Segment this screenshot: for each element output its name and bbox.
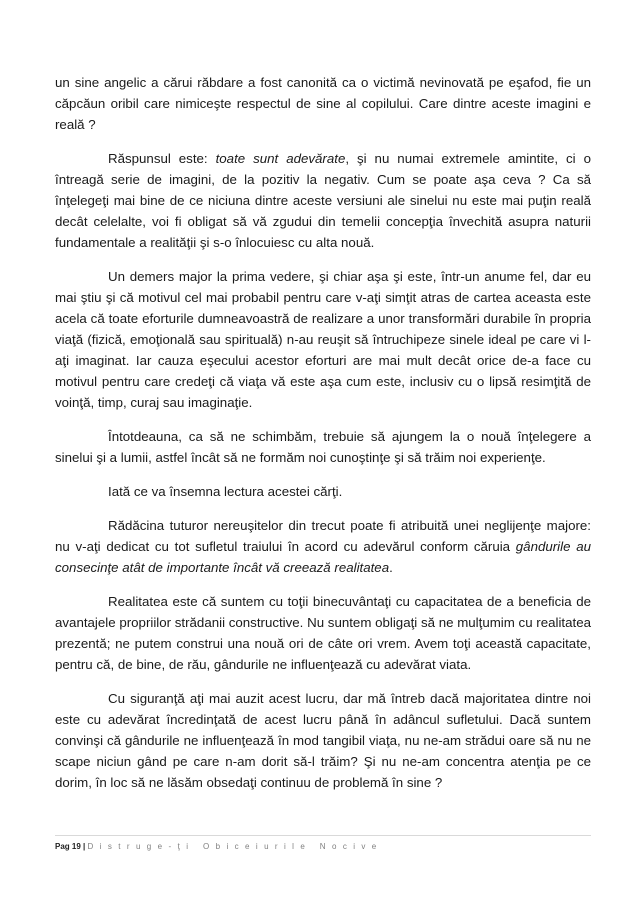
paragraph-6	[55, 515, 591, 578]
footer-separator: |	[83, 842, 86, 851]
text-span: Răspunsul este:	[108, 151, 216, 166]
page-footer	[55, 835, 591, 851]
text-span: Rădăcina tuturor nereuşitelor din trecut poate fi atribuită unei neglijenţe majore: nu v-aţi dedicat cu tot sufletul traiului în acord cu adevărul conform căruia	[55, 518, 591, 554]
book-title: Distruge-ţi Obiceiurile Nocive	[87, 842, 383, 851]
paragraph-1	[55, 72, 591, 135]
paragraph-2	[55, 148, 591, 253]
paragraph-7	[55, 591, 591, 675]
paragraph-8	[55, 688, 591, 793]
emphasis-text: toate sunt adevărate	[215, 151, 346, 166]
page-body	[55, 72, 591, 806]
text-span: Realitatea este că suntem cu toţii binecuvântaţi cu capacitatea de a beneficia de avantajele propriilor strădanii constructive. Nu suntem obligaţi să ne mulţumim cu realitatea prezentă; ne putem construi una nouă ori de câte ori vrem. Avem toţi această capacitate, pentru că, de bine, de rău, gândurile ne influenţează cu adevărat viata.	[55, 594, 591, 672]
text-span: , şi nu numai extremele amintite, ci o întreagă serie de imagini, de la pozitiv la negativ. Cum se poate aşa ceva ? Ca să înţelegeţi mai bine de ce niciuna dintre aceste versiuni ale sinelui nu este mai puţin reală decât celelalte, voi fi obligat să vă zgudui din temelii concepţia învechită asupra naturii fundamentale a realităţii şi s-o înlocuiesc cu alta nouă.	[55, 151, 591, 250]
text-span: Cu siguranţă aţi mai auzit acest lucru, dar mă întreb dacă majoritatea dintre noi este cu adevărat încredinţată de acest lucru până în adâncul sufletului. Dacă suntem convinşi că gândurile ne influenţează în mod tangibil viaţa, nu ne-am strădui oare să nu ne scape niciun gând pe care n-am dorit să-l trăim? Şi nu ne-am concentra atenţia pe ce dorim, în loc să ne lăsăm obsedaţi continuu de problemă în sine ?	[55, 691, 591, 790]
text-span: un sine angelic a cărui răbdare a fost canonită ca o victimă nevinovată pe eşafod, fie un căpcăun oribil care nimiceşte respectul de sine al copilului. Care dintre aceste imagini e reală ?	[55, 75, 591, 132]
emphasis-text: gândurile au consecinţe atât de importante încât vă creează realitatea	[55, 539, 591, 575]
text-span: Întotdeauna, ca să ne schimbăm, trebuie să ajungem la o nouă înţelegere a sinelui şi a lumii, astfel încât să ne formăm noi cunoştinţe şi să trăim noi experienţe.	[55, 429, 591, 465]
text-span: .	[389, 560, 393, 575]
text-span: Iată ce va însemna lectura acestei cărţi.	[108, 484, 343, 499]
page-number: Pag 19	[55, 842, 81, 851]
text-span: Un demers major la prima vedere, şi chiar aşa şi este, într-un anume fel, dar eu mai ştiu şi că motivul cel mai probabil pentru care v-aţi simţit atras de cartea aceasta este acela că toate eforturile dumneavoastră de realizare a unor transformări durabile în propria viaţă (fizică, emoţională sau spirituală) n-au reuşit să întruchipeze sinele ideal pe care vi l-aţi imaginat. Iar cauza eşecului acestor eforturi are mai mult decât orice de-a face cu motivul pentru care credeţi că viaţa vă este aşa cum este, inclusiv cu o lipsă resimţită de voinţă, timp, curaj sau imaginaţie.	[55, 269, 591, 410]
paragraph-4	[55, 426, 591, 468]
paragraph-3	[55, 266, 591, 413]
paragraph-5	[55, 481, 591, 502]
